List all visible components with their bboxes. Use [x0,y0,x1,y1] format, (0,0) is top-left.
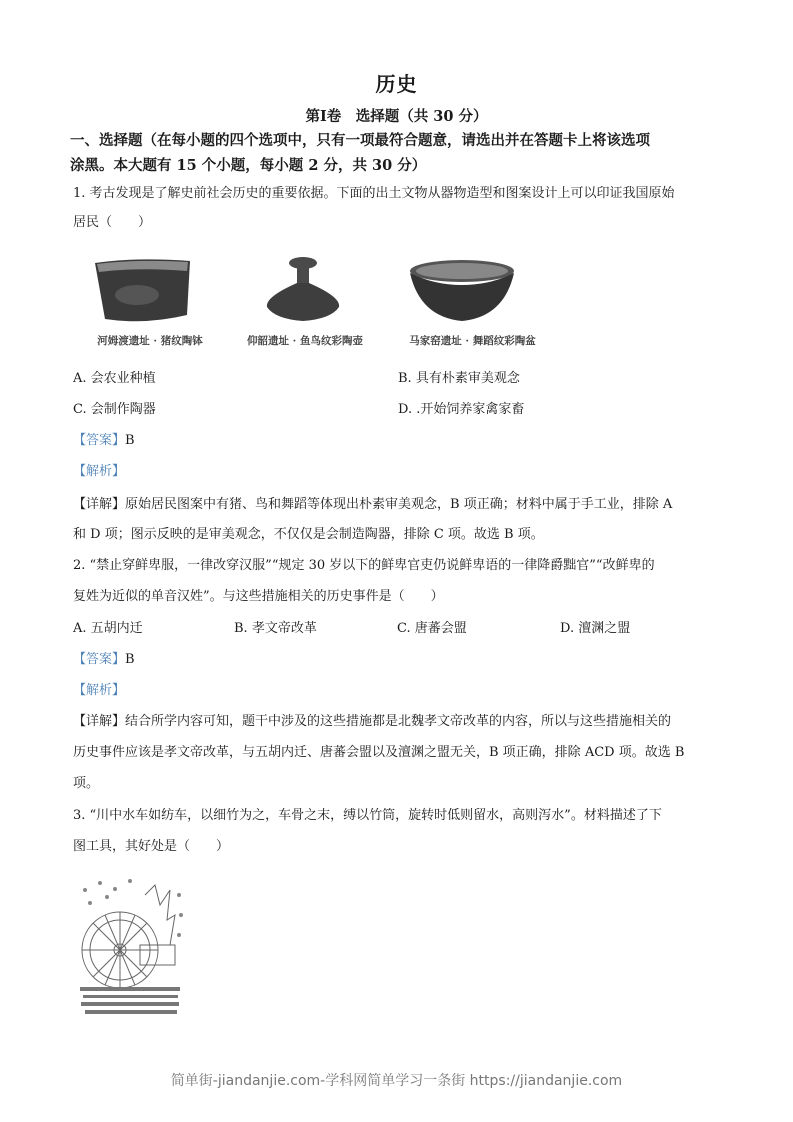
question-2-answer [73,650,135,670]
section-subtitle: 第Ⅰ卷 选择题（共 30 分） [305,108,488,125]
pottery-basin-icon [390,255,555,327]
question-2-analysis [73,681,125,701]
question-1-option-c: C. 会制作陶器 [73,402,156,417]
figure-caption: 马家窑遗址 · 舞蹈纹彩陶盆 [409,335,536,347]
pottery-vase-icon [225,255,385,327]
question-2-stem: 2. “禁止穿鲜卑服，一律改穿汉服”“规定 30 岁以下的鲜卑官吏仍说鲜卑语的一律降爵黜官”“改鲜卑的 [73,558,655,573]
question-2-stem: 复姓为近似的单音汉姓”。与这些措施相关的历史事件是（ ） [73,589,444,604]
detail-label: 【详解】 [73,714,126,729]
figure-caption: 河姆渡遗址 · 猪纹陶钵 [97,335,203,347]
figure-basin [390,255,555,355]
question-2-detail: 历史事件应该是孝文帝改革，与五胡内迁、唐蕃会盟以及澶渊之盟无关，B 项正确，排除 ACD 项。故选 B [73,745,685,760]
analysis-label: 【解析】 [73,464,126,479]
figure-caption: 仰韶遗址 · 鱼鸟纹彩陶壶 [247,335,363,347]
answer-value: B [125,433,135,448]
question-2-option-d: D. 澶渊之盟 [560,621,631,636]
question-1-analysis [73,462,125,482]
figure-pig-bowl [75,255,225,355]
question-2-detail: 项。 [73,776,100,791]
answer-label: 【答案】 [73,433,126,448]
answer-value: B [125,652,135,667]
question-1-option-a: A. 会农业种植 [73,371,156,386]
question-1-option-d: D. .开始饲养家禽家畜 [398,402,525,417]
section-heading [70,128,730,178]
detail-label: 【详解】 [73,497,126,512]
analysis-label: 【解析】 [73,683,126,698]
question-1-stem: 1. 考古发现是了解史前社会历史的重要依据。下面的出土文物从器物造型和图案设计上可以印证我国原始 [73,186,675,201]
question-1-figures [75,255,555,355]
question-2-option-c: C. 唐蕃会盟 [397,621,467,636]
question-1-detail: 【详解】原始居民图案中有猪、鸟和舞蹈等体现出朴素审美观念，B 项正确；材料中属于手工业，排除 A [73,497,673,512]
page-title: 历史 [375,72,418,96]
question-3-stem: 图工具，其好处是（ ） [73,839,230,854]
question-1-answer [73,431,135,451]
waterwheel-icon [75,875,187,1020]
question-2-option-b: B. 孝文帝改革 [234,621,317,636]
question-3-stem: 3. “川中水车如纺车，以细竹为之，车骨之末，缚以竹筒，旋转时低则留水，高则泻水”。材料描述了下 [73,808,662,823]
section-heading-line: 涂黑。本大题有 15 个小题，每小题 2 分，共 30 分） [70,157,427,174]
answer-label: 【答案】 [73,652,126,667]
section-heading-line: 一、选择题（在每小题的四个选项中，只有一项最符合题意，请选出并在答题卡上将该选项 [70,132,650,149]
footer-watermark: 简单街-jiandanjie.com-学科网简单学习一条街 https://jiandanjie.com [170,1073,623,1089]
question-2-option-a: A. 五胡内迁 [73,621,143,636]
question-2-detail: 【详解】结合所学内容可知，题干中涉及的这些措施都是北魏孝文帝改革的内容，所以与这些措施相关的 [73,714,672,729]
question-1-option-b: B. 具有朴素审美观念 [398,371,520,386]
question-1-stem: 居民（ ） [73,215,152,230]
question-1-detail: 和 D 项；图示反映的是审美观念，不仅仅是会制造陶器，排除 C 项。故选 B 项。 [73,527,544,542]
pottery-bowl-icon [75,255,225,327]
figure-vase [225,255,385,355]
